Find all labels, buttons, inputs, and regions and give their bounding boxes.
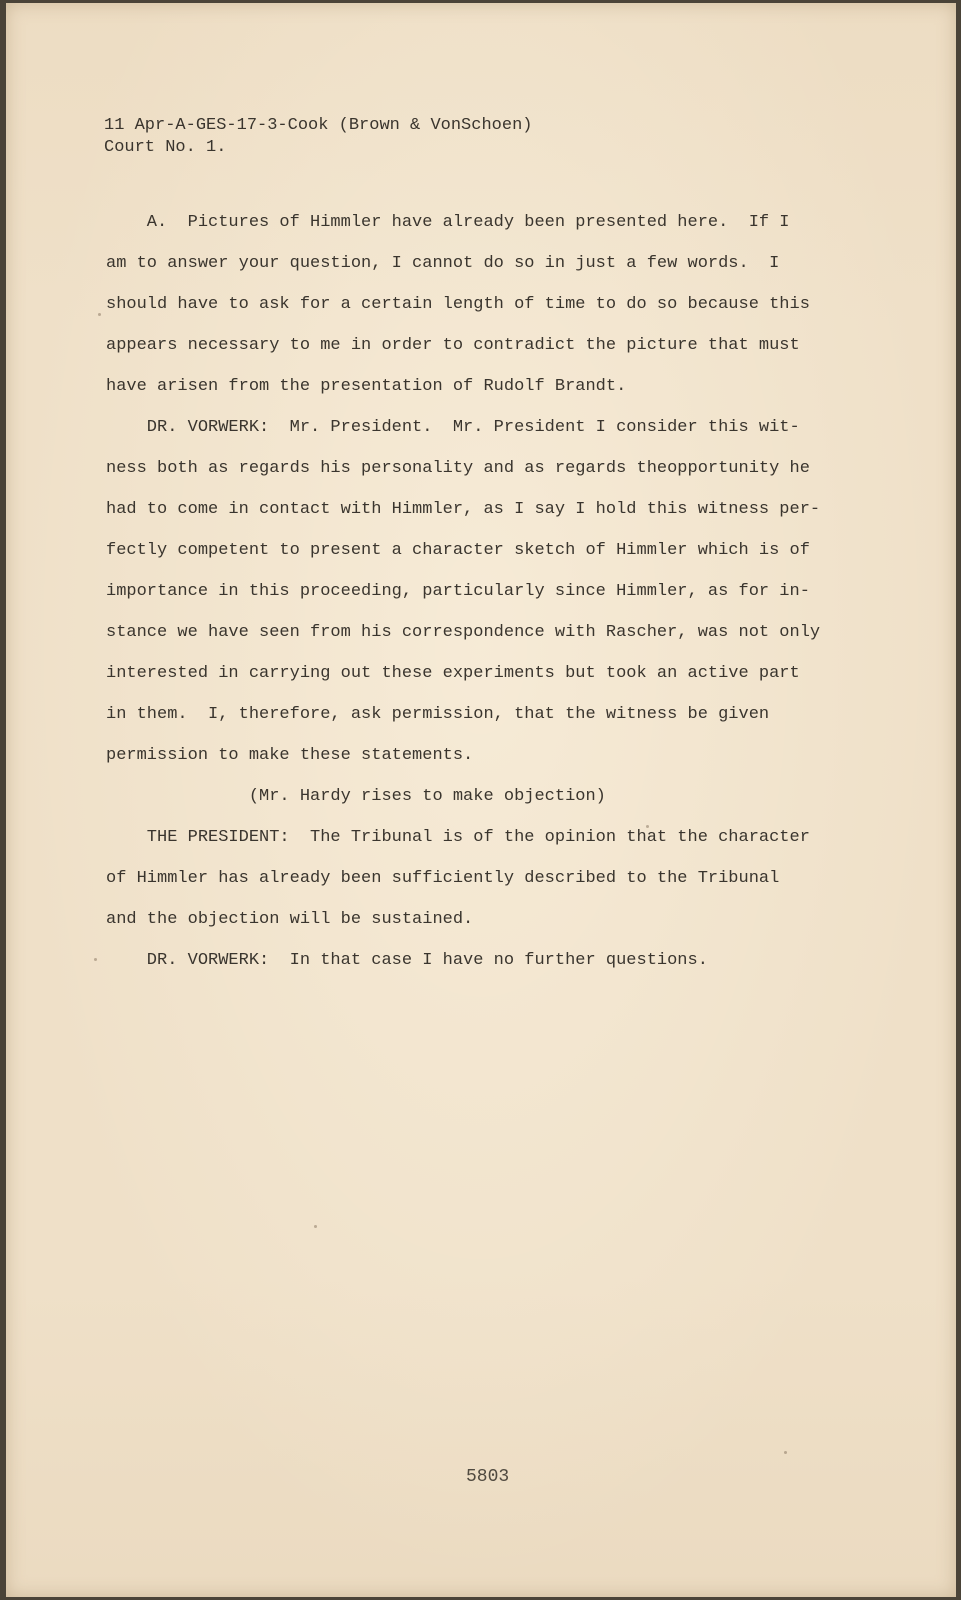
document-page xyxy=(6,3,956,1597)
body-line: THE PRESIDENT: The Tribunal is of the opinion that the character xyxy=(106,828,810,847)
paper-speck xyxy=(784,1451,787,1454)
body-line: DR. VORWERK: In that case I have no further questions. xyxy=(106,951,708,970)
body-line: am to answer your question, I cannot do so in just a few words. I xyxy=(106,254,780,273)
body-line: of Himmler has already been sufficiently described to the Tribunal xyxy=(106,869,780,888)
body-line: had to come in contact with Himmler, as I say I hold this witness per- xyxy=(106,500,821,519)
paper-speck xyxy=(94,958,97,961)
body-line: have arisen from the presentation of Rudolf Brandt. xyxy=(106,377,627,396)
paper-speck xyxy=(98,313,101,316)
body-line: and the objection will be sustained. xyxy=(106,910,474,929)
body-line: fectly competent to present a character sketch of Himmler which is of xyxy=(106,541,810,560)
header-line-1: 11 Apr-A-GES-17-3-Cook (Brown & VonSchoen) xyxy=(104,116,533,135)
body-line: in them. I, therefore, ask permission, that the witness be given xyxy=(106,705,770,724)
body-line: should have to ask for a certain length of time to do so because this xyxy=(106,295,810,314)
paper-speck xyxy=(314,1225,317,1228)
header-line-2: Court No. 1. xyxy=(104,138,227,157)
page-number: 5803 xyxy=(466,1467,510,1487)
body-line: stance we have seen from his correspondence with Rascher, was not only xyxy=(106,623,821,642)
body-line: appears necessary to me in order to contradict the picture that must xyxy=(106,336,800,355)
body-line: (Mr. Hardy rises to make objection) xyxy=(106,787,606,806)
body-line: interested in carrying out these experiments but took an active part xyxy=(106,664,800,683)
body-line: A. Pictures of Himmler have already been presented here. If I xyxy=(106,213,790,232)
body-line: ness both as regards his personality and as regards theopportunity he xyxy=(106,459,810,478)
body-line: importance in this proceeding, particularly since Himmler, as for in- xyxy=(106,582,810,601)
body-line: DR. VORWERK: Mr. President. Mr. President I consider this wit- xyxy=(106,418,800,437)
body-line: permission to make these statements. xyxy=(106,746,474,765)
paper-speck xyxy=(646,825,649,828)
